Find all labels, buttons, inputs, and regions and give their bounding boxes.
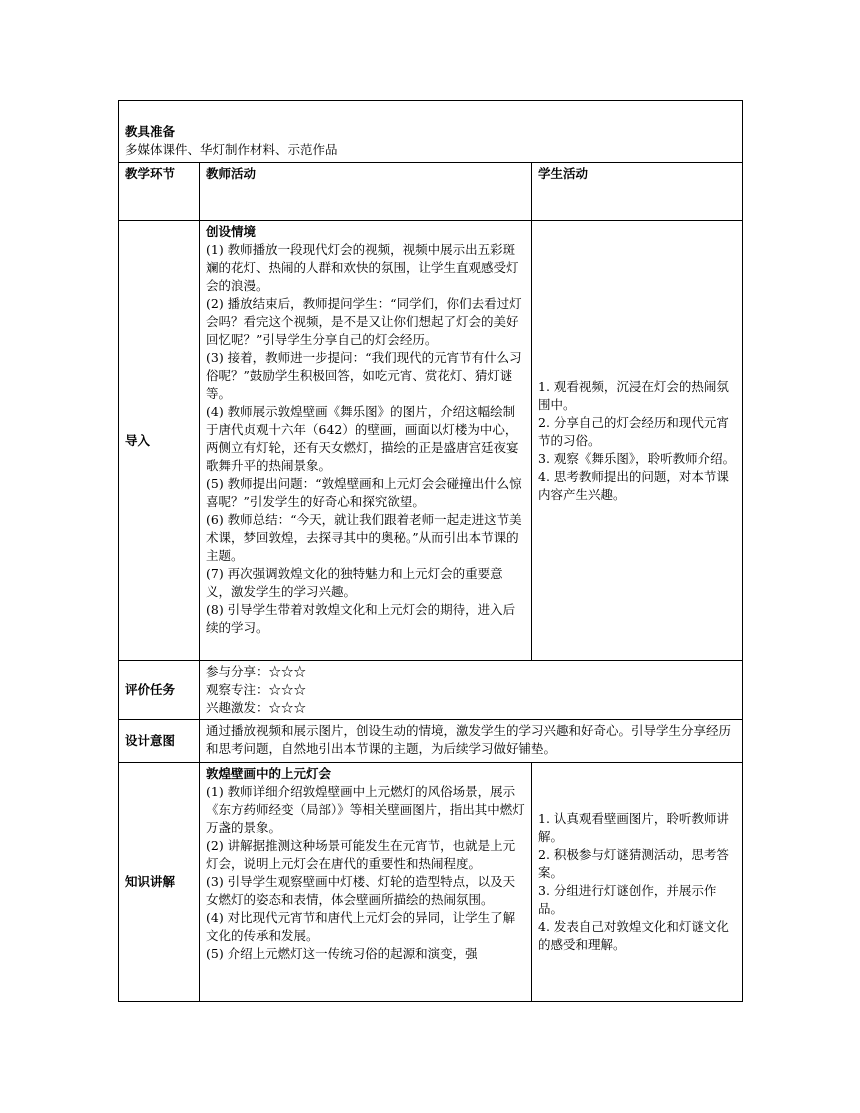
design-cell — [200, 720, 743, 763]
knowledge-teacher-line: (3) 引导学生观察壁画中灯楼、灯轮的造型特点，以及天女燃灯的姿态和表情，体会壁画所描绘的热闹氛围。 — [206, 874, 516, 907]
knowledge-teacher-cell — [200, 763, 532, 1002]
lesson-plan-table — [118, 100, 743, 1002]
knowledge-teacher-line: (1) 教师详细介绍敦煌壁画中上元燃灯的风俗场景，展示《东方药师经变（局部）》等相关壁画图片，指出其中燃灯万盏的景象。 — [206, 784, 525, 835]
design-content: 通过播放视频和展示图片，创设生动的情境，激发学生的学习兴趣和好奇心。引导学生分享经历和思考问题，自然地引出本节课的主题，为后续学习做好铺垫。 — [206, 723, 732, 756]
intro-teacher-line: (5) 教师提出问题：“敦煌壁画和上元灯会会碰撞出什么惊喜呢？”引发学生的好奇心和探究欲望。 — [206, 476, 522, 509]
evaluation-row — [119, 661, 743, 720]
knowledge-teacher-line: (4) 对比现代元宵节和唐代上元灯会的异同，让学生了解文化的传承和发展。 — [206, 910, 516, 943]
intro-teacher-line: (8) 引导学生带着对敦煌文化和上元灯会的期待，进入后续的学习。 — [206, 602, 516, 635]
evaluation-item: 参与分享：☆☆☆ — [206, 664, 307, 679]
knowledge-student-line: 1. 认真观看壁画图片，聆听教师讲解。 — [538, 811, 729, 844]
intro-title: 创设情境 — [206, 224, 257, 239]
intro-teacher-line: (4) 教师展示敦煌壁画《舞乐图》的图片，介绍这幅绘制于唐代贞观十六年（642）的壁画，画面以灯楼为中心，两侧立有灯轮，还有天女燃灯，描绘的正是盛唐宫廷夜宴歌舞升平的热闹景象。 — [206, 404, 519, 473]
header-teacher: 教师活动 — [200, 163, 532, 221]
intro-teacher-line: (2) 播放结束后，教师提问学生：“同学们，你们去看过灯会吗？看完这个视频，是不是又让你们想起了灯会的美好回忆呢？”引导学生分享自己的灯会经历。 — [206, 296, 522, 347]
intro-student-line: 4. 思考教师提出的问题，对本节课内容产生兴趣。 — [538, 468, 729, 502]
knowledge-student-line: 2. 积极参与灯谜猜测活动，思考答案。 — [538, 847, 729, 880]
intro-student-line: 1. 观看视频，沉浸在灯会的热闹氛围中。 — [538, 378, 729, 412]
knowledge-row — [119, 763, 743, 1002]
intro-teacher-cell — [200, 221, 532, 661]
design-row — [119, 720, 743, 763]
knowledge-title: 敦煌壁画中的上元灯会 — [206, 766, 332, 781]
knowledge-teacher-line: (2) 讲解据推测这种场景可能发生在元宵节，也就是上元灯会，说明上元灯会在唐代的重要性和热闹程度。 — [206, 838, 516, 871]
knowledge-student-line: 3. 分组进行灯谜创作，并展示作品。 — [538, 883, 717, 916]
evaluation-label: 评价任务 — [119, 661, 200, 720]
intro-student-cell — [532, 221, 743, 661]
header-stage: 教学环节 — [119, 163, 200, 221]
design-label: 设计意图 — [119, 720, 200, 763]
intro-student-line: 2. 分享自己的灯会经历和现代元宵节的习俗。 — [538, 414, 729, 448]
prep-row — [119, 101, 743, 163]
knowledge-student-line: 4. 发表自己对敦煌文化和灯谜文化的感受和理解。 — [538, 919, 729, 952]
prep-title: 教具准备 — [125, 124, 176, 139]
intro-teacher-line: (3) 接着，教师进一步提问：“我们现代的元宵节有什么习俗呢？”鼓励学生积极回答，如吃元宵、赏花灯、猜灯谜等。 — [206, 350, 522, 401]
evaluation-item: 兴趣激发：☆☆☆ — [206, 700, 307, 715]
intro-row — [119, 221, 743, 661]
knowledge-student-cell — [532, 763, 743, 1002]
intro-teacher-line: (6) 教师总结：“今天，就让我们跟着老师一起走进这节美术课，梦回敦煌，去探寻其中的奥秘。”从而引出本节课的主题。 — [206, 512, 522, 563]
header-student: 学生活动 — [532, 163, 743, 221]
prep-content: 多媒体课件、华灯制作材料、示范作品 — [125, 142, 338, 157]
knowledge-label: 知识讲解 — [119, 763, 200, 1002]
knowledge-teacher-line: (5) 介绍上元燃灯这一传统习俗的起源和演变，强 — [206, 946, 478, 961]
prep-cell — [119, 101, 743, 163]
header-row — [119, 163, 743, 221]
intro-teacher-line: (7) 再次强调敦煌文化的独特魅力和上元灯会的重要意义，激发学生的学习兴趣。 — [206, 566, 503, 599]
evaluation-cell — [200, 661, 743, 720]
evaluation-item: 观察专注：☆☆☆ — [206, 682, 307, 697]
intro-teacher-line: (1) 教师播放一段现代灯会的视频，视频中展示出五彩斑斓的花灯、热闹的人群和欢快的氛围，让学生直观感受灯会的浪漫。 — [206, 242, 519, 293]
intro-student-line: 3. 观察《舞乐图》，聆听教师介绍。 — [538, 450, 736, 466]
intro-label: 导入 — [119, 221, 200, 661]
